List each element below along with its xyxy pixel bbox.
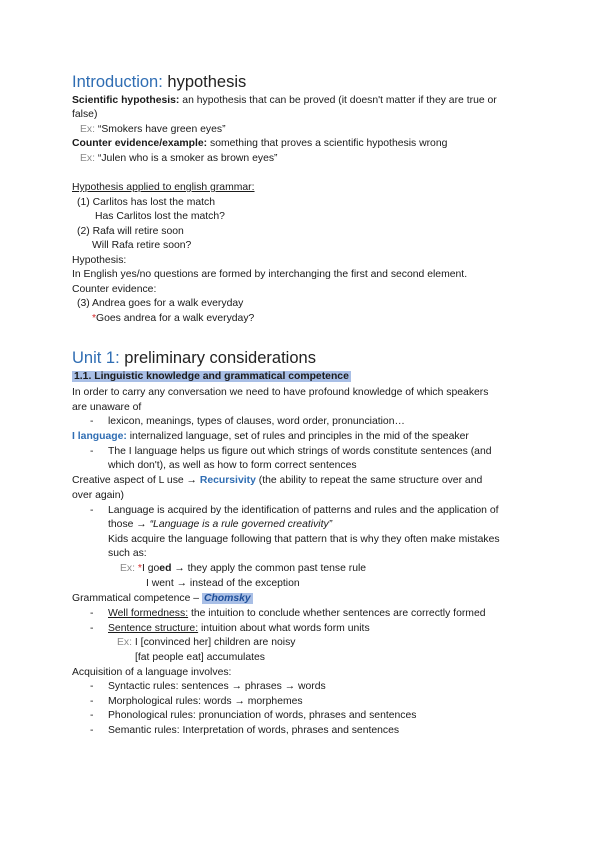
- counter-evidence-label-2: Counter evidence:: [72, 284, 157, 295]
- para1-line1: In order to carry any conversation we need to have profound knowledge of which speakers: [72, 387, 489, 398]
- section-title: [72, 370, 351, 383]
- rule-text: [108, 709, 416, 722]
- example-4: [117, 636, 295, 649]
- intro-heading-accent: Introduction:: [72, 73, 163, 91]
- i-language-text: internalized language, set of rules and principles in the mid of the speaker: [126, 431, 469, 442]
- intro-heading-rest: hypothesis: [162, 73, 247, 91]
- ungrammatical-star: *: [92, 313, 97, 324]
- counter-evidence-text: something that proves a scientific hypothesis wrong: [207, 138, 448, 149]
- item-1: (1) Carlitos has lost the match: [77, 197, 216, 208]
- example-2-text: “Julen who is a smoker as brown eyes”: [95, 153, 278, 164]
- ungrammatical-star: *: [137, 563, 142, 574]
- bullet-dash: -: [90, 416, 94, 427]
- item-1-question: Has Carlitos lost the match?: [95, 211, 225, 222]
- rule-description: Interpretation of words, phrases and sentences: [179, 725, 400, 736]
- example-2: [80, 152, 278, 165]
- rule-text: [108, 695, 303, 708]
- counter-evidence-label: Counter evidence/example:: [72, 138, 208, 149]
- recursivity-term: Recursivity: [199, 475, 256, 486]
- item-3: (3) Andrea goes for a walk everyday: [77, 298, 244, 309]
- example-3-prefix: Ex:: [120, 563, 136, 574]
- item-2-question: Will Rafa retire soon?: [92, 240, 192, 251]
- kids-line2: such as:: [108, 548, 147, 559]
- hypothesis-text: In English yes/no questions are formed by interchanging the first and second element.: [72, 269, 468, 280]
- rule-text: [108, 724, 399, 737]
- example-1: [80, 123, 226, 136]
- example-3: [120, 562, 366, 575]
- sentence-structure: [108, 622, 370, 635]
- bullet-dash: -: [90, 696, 94, 707]
- bullet-2-text: The I language helps us figure out which strings of words constitute sentences (and: [108, 446, 492, 457]
- rule-description: sentences → phrases → words: [178, 681, 326, 692]
- grammatical-competence-text: Grammatical competence –: [72, 593, 202, 604]
- example-1-prefix: Ex:: [80, 124, 96, 135]
- bullet-3-text: Language is acquired by the identification of patterns and rules and the application of: [108, 505, 499, 516]
- example-3-rest: → they apply the common past tense rule: [171, 563, 367, 574]
- bullet-3-line2-pre: those →: [108, 519, 150, 530]
- intro-heading: [72, 72, 246, 92]
- sentence-structure-label: Sentence structure:: [108, 623, 199, 634]
- bullet-1-text: lexicon, meanings, types of clauses, word order, pronunciation…: [108, 416, 405, 427]
- acquisition-line: Acquisition of a language involves:: [72, 667, 232, 678]
- creative-rest: (the ability to repeat the same structure over and: [255, 475, 483, 486]
- sci-hypothesis-label: Scientific hypothesis:: [72, 95, 180, 106]
- sci-hypothesis-text: an hypothesis that can be proved (it doesn't matter if they are true or: [179, 95, 497, 106]
- rule-text: [108, 680, 326, 693]
- creative-line: [72, 474, 482, 487]
- bullet-dash: -: [90, 608, 94, 619]
- bullet-dash: -: [90, 623, 94, 634]
- item-2: (2) Rafa will retire soon: [77, 226, 184, 237]
- hypothesis-label: Hypothesis:: [72, 255, 127, 266]
- creative-line2: over again): [72, 490, 124, 501]
- bullet-dash: -: [90, 725, 94, 736]
- para1-line2: are unaware of: [72, 402, 142, 413]
- sentence-structure-text: intuition about what words form units: [198, 623, 370, 634]
- bullet-dash: -: [90, 505, 94, 516]
- unit1-heading-accent: Unit 1:: [72, 349, 120, 367]
- item-3-question: [92, 312, 254, 325]
- bullet-2-line2: which don't), as well as how to form correct sentences: [108, 460, 357, 471]
- rule-label: Morphological rules:: [108, 696, 201, 707]
- example-3-word: I go: [141, 563, 160, 574]
- bullet-dash: -: [90, 446, 94, 457]
- bullet-3-line2: [108, 518, 332, 531]
- well-formedness-text: the intuition to conclude whether sentences are correctly formed: [188, 608, 486, 619]
- grammatical-competence-line: [72, 592, 253, 605]
- unit1-heading-rest: preliminary considerations: [119, 349, 316, 367]
- bullet-dash: -: [90, 681, 94, 692]
- chomsky-term: Chomsky: [203, 593, 251, 604]
- i-language-line: [72, 430, 469, 443]
- rule-description: words → morphemes: [200, 696, 303, 707]
- example-4-line2: [fat people eat] accumulates: [135, 652, 265, 663]
- example-2-prefix: Ex:: [80, 153, 96, 164]
- unit1-heading: [72, 348, 316, 368]
- rule-label: Phonological rules:: [108, 710, 196, 721]
- bullet-dash: -: [90, 710, 94, 721]
- i-language-label: I language:: [72, 431, 127, 442]
- example-4-text: I [convinced her] children are noisy: [132, 637, 296, 648]
- item-3-question-text: Goes andrea for a walk everyday?: [96, 313, 255, 324]
- applied-title: Hypothesis applied to english grammar:: [72, 182, 255, 193]
- rule-governed-quote: “Language is a rule governed creativity”: [149, 519, 333, 530]
- kids-line1: Kids acquire the language following that pattern that is why they often make mistakes: [108, 534, 500, 545]
- rule-label: Syntactic rules:: [108, 681, 179, 692]
- well-formedness: [108, 607, 486, 620]
- sci-hypothesis-line: [72, 94, 497, 107]
- well-formedness-label: Well formedness:: [108, 608, 189, 619]
- rule-description: pronunciation of words, phrases and sentences: [195, 710, 417, 721]
- creative-text: Creative aspect of L use →: [72, 475, 200, 486]
- sci-hypothesis-line2: false): [72, 109, 98, 120]
- example-4-prefix: Ex:: [117, 637, 133, 648]
- rule-label: Semantic rules:: [108, 725, 180, 736]
- example-1-text: “Smokers have green eyes”: [95, 124, 226, 135]
- example-3-line2: I went → instead of the exception: [146, 578, 300, 589]
- section-title-text: 1.1. Linguistic knowledge and grammatical competence: [74, 371, 349, 382]
- example-3-suffix: ed: [159, 563, 172, 574]
- counter-evidence-line: [72, 137, 447, 150]
